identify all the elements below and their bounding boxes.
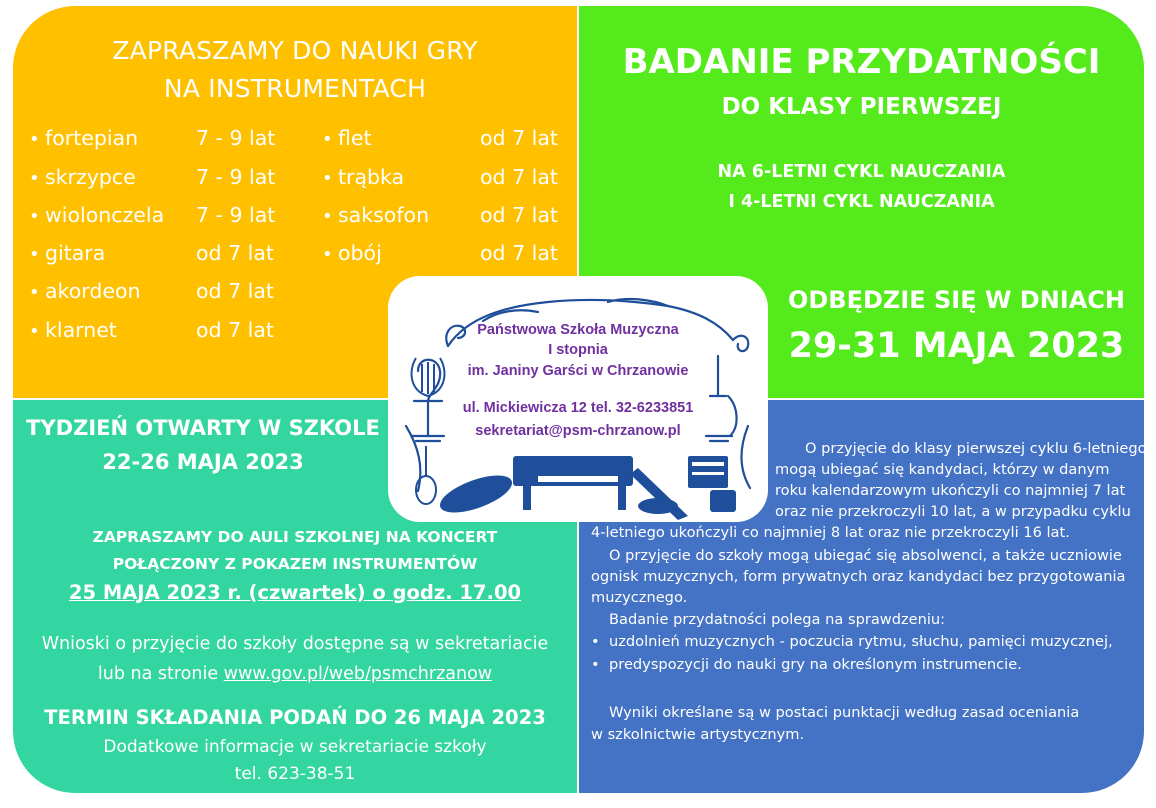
- instrument-age: od 7 lat: [480, 126, 558, 150]
- instrument-name: • saksofon: [322, 201, 429, 231]
- req-p1-line5: 4-letniego ukończyli co najmniej 8 lat oraz nie przekroczyli 16 lat.: [591, 524, 1070, 541]
- instrument-item: [29, 124, 289, 152]
- concert-line-2: POŁĄCZONY Z POKAZEM INSTRUMENTÓW: [112, 555, 478, 573]
- req-p1-line4: oraz nie przekroczyli 10 lat, a w przypadku cyklu: [775, 503, 1131, 520]
- instrument-item: [29, 316, 289, 344]
- instrument-name: • obój: [322, 239, 382, 269]
- instrument-age: od 7 lat: [196, 318, 274, 342]
- aptitude-subtitle: DO KLASY PIERWSZEJ: [721, 94, 1002, 120]
- open-week-title: TYDZIEŃ OTWARTY W SZKOLE: [26, 416, 380, 440]
- req-p1-line1: O przyjęcie do klasy pierwszej cyklu 6-letniego: [805, 440, 1147, 457]
- instrument-item: [29, 201, 289, 229]
- instrument-name: • skrzypce: [29, 163, 136, 193]
- instrument-name: • wiolonczela: [29, 201, 164, 231]
- instrument-item: [322, 124, 562, 152]
- instrument-age: od 7 lat: [196, 241, 274, 265]
- instrument-item: [29, 163, 289, 191]
- school-name-line2: I stopnia: [548, 342, 608, 358]
- school-name-line3: im. Janiny Garści w Chrzanowie: [467, 363, 689, 379]
- req-p4-line1: Wyniki określane są w postaci punktacji według zasad oceniania: [609, 704, 1080, 721]
- instrument-name: • trąbka: [322, 163, 404, 193]
- cycle-line-1: NA 6-LETNI CYKL NAUCZANIA: [717, 162, 1006, 182]
- instrument-item: [29, 277, 289, 305]
- instrument-name: • klarnet: [29, 316, 117, 346]
- instrument-name: • gitara: [29, 239, 105, 269]
- website-link[interactable]: www.gov.pl/web/psmchrzanow: [223, 664, 493, 684]
- bullet-icon: •: [591, 656, 600, 673]
- instrument-age: od 7 lat: [480, 203, 558, 227]
- instrument-item: [322, 163, 562, 191]
- instruments-title-line1: ZAPRASZAMY DO NAUKI GRY: [112, 36, 478, 65]
- instrument-item: [322, 239, 562, 267]
- forms-line-2: [13, 664, 577, 684]
- aptitude-title: BADANIE PRZYDATNOŚCI: [622, 42, 1101, 82]
- req-p2-line1: O przyjęcie do szkoły mogą ubiegać się absolwenci, a także uczniowie: [609, 547, 1122, 564]
- instrument-age: 7 - 9 lat: [196, 165, 276, 189]
- phone: tel. 623-38-51: [234, 764, 356, 784]
- forms-line-1: Wnioski o przyjęcie do szkoły dostępne są w sekretariacie: [41, 634, 549, 654]
- concert-date: 25 MAJA 2023 r. (czwartek) o godz. 17.00: [68, 581, 522, 604]
- instrument-item: [322, 201, 562, 229]
- req-p2-line3: muzycznego.: [591, 589, 688, 606]
- req-p4-line2: w szkolnictwie artystycznym.: [591, 726, 805, 743]
- deadline: TERMIN SKŁADANIA PODAŃ DO 26 MAJA 2023: [44, 706, 546, 729]
- instrument-name: • fortepian: [29, 124, 138, 154]
- instrument-age: od 7 lat: [480, 165, 558, 189]
- school-logo: [388, 276, 768, 522]
- instrument-age: od 7 lat: [480, 241, 558, 265]
- bullet-icon: •: [591, 633, 600, 650]
- ornamental-frame-icon: [388, 276, 768, 522]
- req-bullet: • uzdolnień muzycznych - poczucia rytmu, słuchu, pamięci muzycznej,: [591, 631, 1113, 652]
- school-name-line1: Państwowa Szkoła Muzyczna: [477, 322, 679, 338]
- school-email[interactable]: sekretariat@psm-chrzanow.pl: [475, 423, 681, 439]
- school-address: ul. Mickiewicza 12 tel. 32-6233851: [462, 400, 694, 416]
- instrument-age: 7 - 9 lat: [196, 203, 276, 227]
- instrument-name: • flet: [322, 124, 372, 154]
- open-week-dates: 22-26 MAJA 2023: [102, 450, 304, 474]
- req-p3-intro: Badanie przydatności polega na sprawdzeniu:: [609, 611, 946, 628]
- concert-line-1: ZAPRASZAMY DO AULI SZKOLNEJ NA KONCERT: [92, 528, 498, 546]
- additional-info: Dodatkowe informacje w sekretariacie szkoły: [103, 737, 487, 757]
- req-p1-line3: roku kalendarzowym ukończyli co najmniej 7 lat: [775, 482, 1126, 499]
- instrument-age: 7 - 9 lat: [196, 126, 276, 150]
- aptitude-date: 29-31 MAJA 2023: [788, 326, 1125, 366]
- req-p1-line2: mogą ubiegać się kandydaci, którzy w danym: [775, 461, 1110, 478]
- instrument-name: • akordeon: [29, 277, 140, 307]
- instrument-item: [29, 239, 289, 267]
- forms-line-2-prefix: lub na stronie: [97, 664, 224, 684]
- date-intro: ODBĘDZIE SIĘ W DNIACH: [787, 286, 1126, 314]
- instruments-title-line2: NA INSTRUMENTACH: [163, 74, 427, 103]
- req-bullet: • predyspozycji do nauki gry na określonym instrumencie.: [591, 654, 1022, 675]
- req-p2-line2: ognisk muzycznych, form prywatnych oraz kandydaci bez przygotowania: [591, 568, 1126, 585]
- cycle-line-2: I 4-LETNI CYKL NAUCZANIA: [728, 192, 995, 212]
- instrument-age: od 7 lat: [196, 279, 274, 303]
